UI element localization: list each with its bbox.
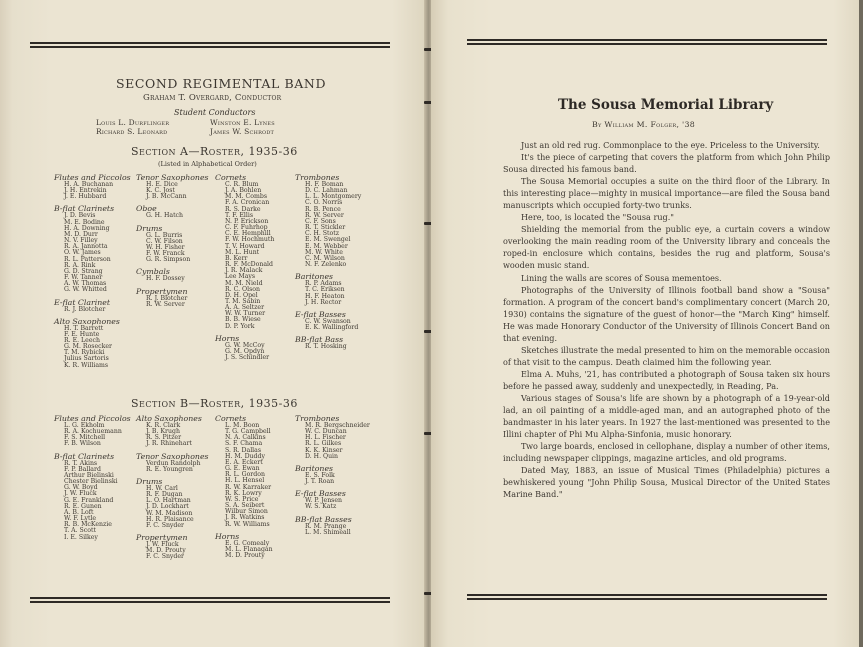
roster-name: R. F. McDonald bbox=[225, 261, 273, 269]
roster-name: W. M. Madison bbox=[146, 509, 193, 517]
roster-name: C. W. Swanson bbox=[305, 317, 351, 325]
roster-names bbox=[215, 343, 274, 361]
bottom-rule-right bbox=[467, 594, 827, 600]
roster-category: Cornets bbox=[215, 173, 247, 182]
section-a-col4 bbox=[295, 173, 361, 350]
roster-name: W. W. Turner bbox=[225, 310, 266, 318]
roster-name: R. A. Kochuemann bbox=[64, 428, 122, 436]
roster-name: R. E. Leech bbox=[64, 336, 100, 344]
article-paragraph: Elma A. Muhs, '21, has contributed a photograph of Sousa taken six hours before he passed away, suddenly and unexpectedly, in Reading, Pa. bbox=[503, 368, 830, 391]
roster-name: R. L. Gilkes bbox=[305, 440, 342, 448]
roster-name: R. W. Williams bbox=[225, 520, 270, 528]
article-paragraph: It's the piece of carpeting that covers the platform from which John Philip Sousa directed his famous band. bbox=[503, 152, 830, 175]
roster-name: H. L. Fischer bbox=[305, 434, 346, 442]
roster-name: H. F. Dossey bbox=[146, 275, 185, 283]
roster-name: H. T. Barrett bbox=[64, 324, 104, 332]
roster-name: M. E. Bodine bbox=[64, 218, 105, 226]
roster-name: J. H. Entrekin bbox=[64, 187, 107, 195]
roster-name: I. E. Silkey bbox=[64, 533, 98, 541]
section-a-note: (Listed in Alphabetical Order) bbox=[158, 160, 257, 168]
roster-name: R. C. Olson bbox=[225, 285, 260, 293]
roster-name: F. C. Snyder bbox=[146, 553, 185, 561]
roster-name: R. W. Server bbox=[305, 211, 344, 219]
roster-name: J. W. Fluck bbox=[64, 490, 97, 498]
roster-name: R. T. Hosking bbox=[305, 343, 347, 351]
roster-name: O. W. James bbox=[64, 249, 101, 257]
roster-name: G. E. Frankland bbox=[64, 496, 114, 504]
roster-name: F. S. Mitchell bbox=[64, 434, 106, 442]
roster-name: R. L. Patterson bbox=[64, 255, 111, 263]
roster-name: T. M. Sabin bbox=[225, 297, 261, 305]
roster-name: C. O. Norris bbox=[305, 199, 343, 207]
student-conductor-1: Louis L. Durflinger bbox=[96, 118, 170, 127]
roster-name: E. M. Swengel bbox=[305, 236, 351, 244]
roster-name: K. R. Clark bbox=[146, 422, 181, 429]
roster-name: F. B. Wilson bbox=[64, 440, 101, 448]
section-b-heading: Section B—Roster, 1935-36 bbox=[131, 397, 298, 410]
section-b-col4 bbox=[295, 414, 370, 536]
roster-names bbox=[295, 281, 361, 306]
roster-name: H. E. Dice bbox=[146, 181, 178, 188]
right-page bbox=[431, 0, 859, 647]
roster-name: D. H. Opel bbox=[225, 291, 258, 299]
roster-names bbox=[136, 542, 209, 560]
roster-name: R. S. Pitzer bbox=[146, 434, 182, 442]
roster-category: Alto Saxophones bbox=[54, 316, 120, 326]
roster-category: B-flat Clarinets bbox=[54, 451, 115, 461]
roster-name: C. R. Blum bbox=[225, 181, 259, 188]
roster-name: R. S. Darke bbox=[225, 205, 261, 213]
roster-names bbox=[54, 326, 131, 369]
left-page bbox=[0, 0, 426, 647]
roster-name: H. A. Downing bbox=[64, 224, 110, 232]
roster-name: N. F. Zelenko bbox=[305, 261, 347, 269]
section-a-col1 bbox=[54, 173, 131, 369]
bottom-rule bbox=[30, 597, 390, 603]
roster-names bbox=[54, 213, 131, 293]
roster-name: G. W. Whitted bbox=[64, 286, 107, 294]
roster-names bbox=[136, 233, 209, 264]
roster-name: M. L. Flanagan bbox=[225, 545, 273, 553]
roster-category: Tenor Saxophones bbox=[136, 451, 209, 461]
roster-category: Alto Saxophones bbox=[136, 414, 202, 423]
roster-name: J. D. Lockhart bbox=[146, 503, 189, 511]
student-conductor-4: James W. Schrodt bbox=[210, 127, 275, 136]
roster-name: F. A. Cronican bbox=[225, 199, 270, 207]
roster-name: G. W. Boyd bbox=[64, 484, 98, 492]
roster-category: BB-flat Bass bbox=[295, 335, 344, 345]
roster-category: BB-flat Basses bbox=[295, 514, 352, 524]
roster-name: T. C. Eriksen bbox=[305, 286, 345, 294]
roster-category: Flutes and Piccolos bbox=[54, 173, 131, 182]
roster-names bbox=[295, 319, 361, 331]
roster-name: Julius Sartoris bbox=[64, 355, 109, 363]
article-paragraph: Shielding the memorial from the public eye, a curtain covers a window overlooking the main reading room of the University library and conceals the roped-in enclosure which contains, besides the rug and platform, Sousa's wooden music stand. bbox=[503, 224, 830, 271]
roster-category: Cornets bbox=[215, 414, 247, 423]
roster-name: R. J. Blotcher bbox=[146, 294, 188, 302]
roster-name: J. S. Schindler bbox=[225, 354, 270, 362]
roster-name: C. H. Stotz bbox=[305, 230, 339, 238]
roster-category: E-flat Basses bbox=[295, 489, 346, 499]
roster-name: N. A. Calkins bbox=[225, 434, 266, 442]
roster-name: H. F. Boman bbox=[305, 181, 344, 188]
roster-name: B. Kerr bbox=[225, 254, 248, 262]
roster-names bbox=[215, 423, 273, 528]
roster-names bbox=[295, 473, 370, 485]
roster-name: H. W. Carl bbox=[146, 484, 178, 492]
roster-name: F. W. Tanner bbox=[64, 274, 103, 282]
roster-name: L. L. Montgomery bbox=[305, 193, 362, 201]
roster-name: G. D. Strang bbox=[64, 267, 103, 275]
roster-names bbox=[295, 344, 361, 350]
roster-names bbox=[136, 296, 209, 308]
roster-category: Tenor Saxophones bbox=[136, 173, 209, 182]
roster-name: E. A. Eckert bbox=[225, 458, 263, 466]
roster-name: F. P. Ballard bbox=[64, 465, 101, 473]
roster-name: G. L. Burris bbox=[146, 231, 183, 239]
roster-name: T. G. Campbell bbox=[225, 428, 271, 436]
roster-name: G. M. Rosecker bbox=[64, 343, 112, 351]
article-paragraph: The Sousa Memorial occupies a suite on the third floor of the Library. In this interesting place—mighty in musical importance—are filed the Sousa band manuscripts which occupied forty-two trunks. bbox=[503, 176, 830, 211]
roster-name: N. V. Filley bbox=[64, 237, 98, 245]
roster-category: Trombones bbox=[295, 414, 340, 423]
roster-name: C. F. Sons bbox=[305, 217, 336, 225]
roster-name: T. V. Howard bbox=[225, 242, 265, 250]
roster-name: R. T. Akins bbox=[64, 459, 98, 467]
roster-name: R. K. Lowry bbox=[225, 489, 262, 497]
roster-names bbox=[54, 182, 131, 200]
roster-name: N. P. Erickson bbox=[225, 217, 269, 225]
roster-name: H. A. Buchanan bbox=[64, 181, 114, 188]
roster-name: Chester Bielinski bbox=[64, 478, 118, 486]
roster-name: S. F. Chama bbox=[225, 440, 263, 448]
roster-names bbox=[295, 498, 370, 510]
roster-name: M. M. Combs bbox=[225, 193, 268, 201]
roster-name: R. A. Jannotta bbox=[64, 243, 108, 251]
roster-name: L. M. Shimeall bbox=[305, 528, 351, 536]
roster-name: K. K. Kinser bbox=[305, 446, 343, 454]
roster-names bbox=[295, 524, 370, 536]
roster-name: W. F. Lytle bbox=[64, 515, 97, 523]
roster-name: F. E. Hunte bbox=[64, 330, 100, 338]
roster-name: A. B. Loft bbox=[64, 508, 94, 516]
roster-name: D. H. Quin bbox=[305, 452, 339, 460]
roster-name: C. M. Wilson bbox=[305, 254, 345, 262]
roster-name: J. D. Bevis bbox=[64, 212, 96, 220]
roster-name: J. E. Hubbard bbox=[64, 193, 107, 201]
roster-name: M. M. Nield bbox=[225, 279, 263, 287]
article-paragraph: Dated May, 1883, an issue of Musical Times (Philadelphia) pictures a bewhiskered young "John Philip Sousa, Musical Director of the United States Marine Band." bbox=[503, 465, 830, 500]
conductor-line: Graham T. Overgard, Conductor bbox=[143, 93, 282, 103]
section-b-col2 bbox=[136, 414, 209, 561]
roster-category: Baritones bbox=[295, 463, 334, 473]
roster-name: Lee Mays bbox=[225, 273, 256, 281]
roster-name: R. L. Gordon bbox=[225, 471, 265, 479]
roster-name: T. F. Ellis bbox=[225, 211, 254, 219]
roster-name: J. B. McCann bbox=[146, 193, 187, 201]
roster-name: Arthur Bielinski bbox=[64, 471, 114, 479]
roster-name: H. F. Heaton bbox=[305, 292, 345, 300]
roster-names bbox=[295, 423, 370, 460]
student-conductor-2: Winston E. Lynes bbox=[210, 118, 275, 127]
article-byline: By William M. Folger, '38 bbox=[592, 120, 696, 129]
roster-name: F. W. Hochmuth bbox=[225, 236, 275, 244]
roster-category: E-flat Basses bbox=[295, 309, 346, 319]
roster-name: M. D. Prouty bbox=[225, 551, 265, 559]
roster-name: H. R. Plaisance bbox=[146, 515, 194, 523]
roster-names bbox=[136, 213, 209, 219]
roster-name: Verdun Randolph bbox=[146, 459, 201, 467]
student-conductors-label: Student Conductors bbox=[174, 108, 256, 117]
section-a-heading: Section A—Roster, 1935-36 bbox=[131, 145, 298, 158]
roster-name: J. H. Rector bbox=[305, 298, 342, 306]
roster-category: Propertymen bbox=[136, 286, 188, 296]
roster-name: C. E. Hemphill bbox=[225, 230, 271, 238]
roster-name: W. S. Katz bbox=[305, 503, 337, 511]
roster-name: D. P. York bbox=[225, 322, 255, 330]
roster-name: W. H. Fisher bbox=[146, 243, 185, 251]
roster-names bbox=[54, 423, 131, 448]
roster-name: M. D. Durr bbox=[64, 230, 98, 238]
roster-name: J. W. Fluck bbox=[146, 541, 179, 549]
roster-name: K. C. Jost bbox=[146, 187, 175, 195]
roster-category: B-flat Clarinets bbox=[54, 204, 115, 214]
roster-name: C. W. Filson bbox=[146, 237, 183, 245]
roster-names bbox=[54, 307, 131, 313]
roster-name: F. W. Franck bbox=[146, 250, 185, 258]
article-paragraph: Here, too, is located the "Sousa rug." bbox=[521, 212, 675, 223]
roster-name: E. M. Webber bbox=[305, 242, 348, 250]
roster-name: G. R. Simpson bbox=[146, 256, 191, 264]
roster-category: Drums bbox=[136, 476, 163, 486]
roster-name: R. P. Adams bbox=[305, 280, 342, 288]
roster-name: R. M. Prange bbox=[305, 522, 347, 530]
section-a-col3 bbox=[215, 173, 274, 361]
roster-category: Trombones bbox=[295, 173, 340, 182]
section-b-col1 bbox=[54, 414, 131, 541]
roster-category: Horns bbox=[215, 333, 240, 343]
roster-name: M. R. Bergschneider bbox=[305, 422, 370, 429]
roster-name: J. B. Krugh bbox=[146, 428, 180, 436]
roster-name: R. W. Karraker bbox=[225, 483, 272, 491]
roster-name: K. R. Williams bbox=[64, 361, 109, 369]
roster-names bbox=[136, 486, 209, 529]
roster-name: R. F. Dugan bbox=[146, 491, 183, 499]
roster-name: J. T. Roan bbox=[305, 478, 335, 486]
student-conductor-3: Richard S. Leonard bbox=[96, 127, 168, 136]
roster-name: D. C. Lahman bbox=[305, 187, 348, 195]
roster-name: E. G. Comealy bbox=[225, 539, 270, 547]
roster-name: R. T. Stickler bbox=[305, 224, 346, 232]
roster-names bbox=[54, 461, 131, 541]
roster-category: Cymbals bbox=[136, 267, 170, 277]
roster-name: C. F. Fuhrhop bbox=[225, 224, 268, 232]
article-paragraph: Photographs of the University of Illinois football band show a "Sousa" formation. A program of the concert band's complimentary concert (March 20, 1930) contains the signature of the guest of honor—the "March King" himself. He was made Honorary Conductor of the University of Illinois Concert Band on that evening. bbox=[503, 284, 830, 343]
roster-name: B. B. Wiese bbox=[225, 316, 261, 324]
article-paragraph: Two large boards, enclosed in cellophane, display a number of other items, including newspaper clippings, magazine articles, and old programs. bbox=[503, 441, 830, 464]
roster-name: R. W. Server bbox=[146, 300, 185, 308]
roster-name: J. A. Bohlen bbox=[225, 187, 262, 195]
roster-name: M. L. Hunt bbox=[225, 248, 260, 256]
roster-name: M. W. White bbox=[305, 248, 343, 256]
top-rule-right bbox=[467, 39, 827, 45]
roster-name: G. W. McCoy bbox=[225, 341, 265, 349]
roster-category: Propertymen bbox=[136, 533, 188, 543]
roster-name: W. C. Duncan bbox=[305, 428, 347, 436]
roster-name: A. W. Thomas bbox=[64, 280, 107, 288]
article-title: The Sousa Memorial Library bbox=[558, 97, 774, 113]
roster-name: G. E. Ewan bbox=[225, 465, 260, 473]
roster-name: R. E. Youngren bbox=[146, 465, 193, 473]
roster-name: T. M. Rybicki bbox=[64, 349, 105, 357]
roster-name: R. E. Gunen bbox=[64, 502, 102, 510]
band-title: SECOND REGIMENTAL BAND bbox=[116, 76, 327, 91]
roster-name: H. M. Duddy bbox=[225, 452, 265, 460]
roster-name: L. O. Hartman bbox=[146, 497, 191, 505]
section-a-col2 bbox=[136, 173, 209, 308]
roster-name: R. A. Rink bbox=[64, 261, 96, 269]
article-paragraph: Just an old red rug. Commonplace to the eye. Priceless to the University. bbox=[521, 140, 820, 150]
roster-names bbox=[136, 276, 209, 282]
roster-name: W. S. Price bbox=[225, 495, 259, 503]
roster-name: L. G. Ekholm bbox=[64, 422, 105, 429]
roster-name: T. A. Scott bbox=[64, 527, 96, 535]
roster-category: Oboe bbox=[136, 204, 157, 214]
top-rule bbox=[30, 42, 390, 48]
roster-name: A. A. Seltzer bbox=[225, 304, 265, 312]
article-body bbox=[503, 139, 830, 500]
roster-name: J. R. Rhinehart bbox=[146, 440, 192, 448]
roster-name: H. L. Hensel bbox=[225, 477, 265, 485]
roster-name: R. J. Blotcher bbox=[64, 305, 106, 313]
roster-name: R. B. McKenzie bbox=[64, 521, 112, 529]
article-paragraph: Lining the walls are scores of Sousa mementoes. bbox=[521, 272, 722, 283]
roster-category: Flutes and Piccolos bbox=[54, 414, 131, 423]
roster-names bbox=[136, 461, 209, 473]
roster-category: Horns bbox=[215, 531, 240, 541]
roster-category: Baritones bbox=[295, 272, 334, 282]
roster-name: R. B. Pence bbox=[305, 205, 341, 213]
roster-names bbox=[215, 541, 273, 559]
roster-names bbox=[136, 182, 209, 200]
roster-names bbox=[215, 182, 274, 330]
roster-category: E-flat Clarinet bbox=[54, 297, 111, 307]
roster-names bbox=[136, 423, 209, 448]
roster-name: J. R. Watkins bbox=[225, 514, 265, 522]
roster-name: G. M. Opdyn bbox=[225, 347, 265, 355]
roster-name: Wilbur Simon bbox=[225, 508, 268, 516]
roster-name: G. H. Hatch bbox=[146, 212, 184, 220]
article-paragraph: Sketches illustrate the medal presented to him on the memorable occasion of that visit to the campus. Death claimed him the following year. bbox=[503, 344, 830, 367]
roster-name: F. C. Snyder bbox=[146, 521, 185, 529]
roster-name: W. P. Jensen bbox=[305, 497, 342, 505]
article-paragraph: Various stages of Sousa's life are shown by a photograph of a 19-year-old lad, an oil painting of a middle-aged man, and an autographed photo of the bandmaster in his later years. In 1927 the last-mentioned was presented to the Illini chapter of Phi Mu Alpha-Sinfonia, music honorary. bbox=[503, 392, 830, 440]
roster-names bbox=[295, 182, 361, 268]
roster-name: S. R. Dallas bbox=[225, 446, 262, 454]
roster-name: J. R. Malack bbox=[225, 267, 263, 275]
roster-category: Drums bbox=[136, 223, 163, 233]
roster-name: S. A. Seibert bbox=[225, 502, 265, 510]
roster-name: E. K. Wallingford bbox=[305, 323, 359, 331]
section-b-col3 bbox=[215, 414, 273, 559]
roster-name: E. S. Folk bbox=[305, 471, 335, 479]
roster-name: M. D. Prouty bbox=[146, 547, 186, 555]
roster-name: L. M. Boon bbox=[225, 422, 260, 429]
